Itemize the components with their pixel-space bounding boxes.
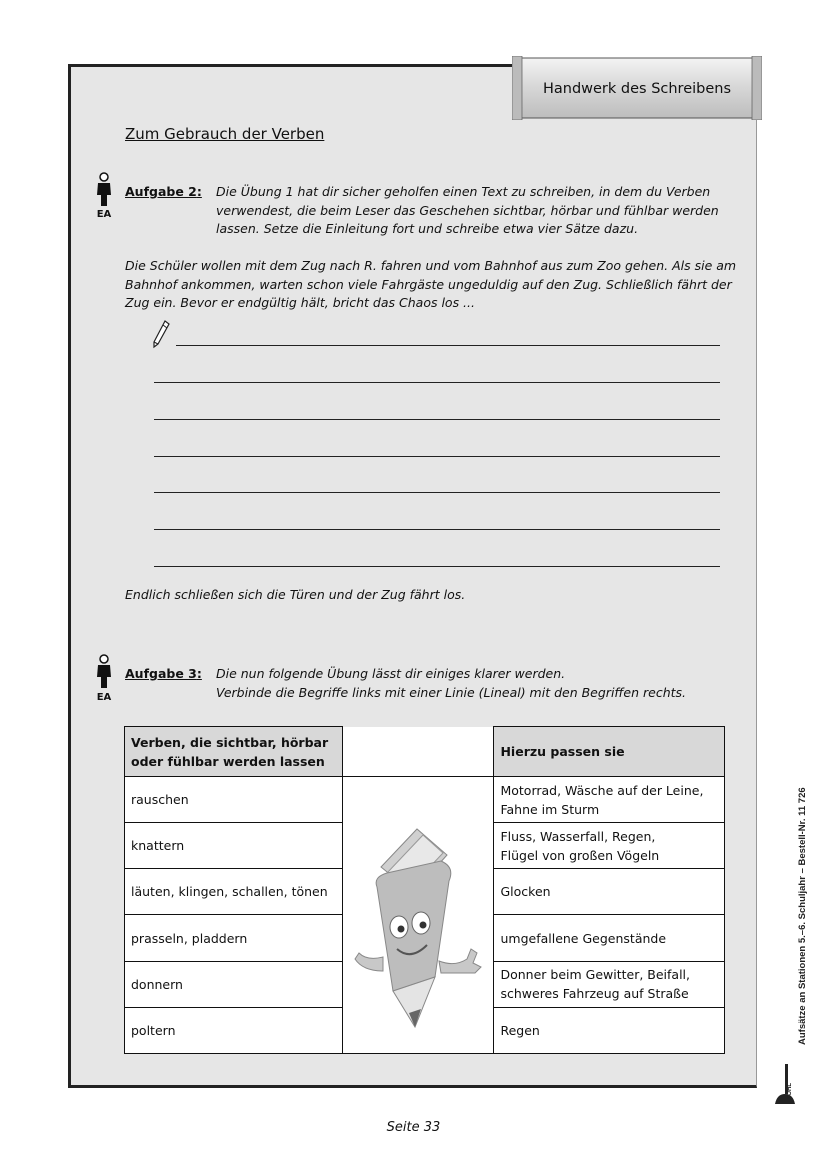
left-cell[interactable]: poltern <box>125 1007 343 1053</box>
story-ending: Endlich schließen sich die Türen und der Zug fährt los. <box>125 587 466 602</box>
writing-line[interactable] <box>154 382 720 383</box>
matching-table <box>124 726 725 1054</box>
header-banner <box>512 56 762 120</box>
table-row <box>125 777 725 823</box>
writing-line[interactable] <box>154 492 720 493</box>
writing-line[interactable] <box>176 345 720 346</box>
left-cell[interactable]: donnern <box>125 961 343 1007</box>
task3-instructions: Die nun folgende Übung lässt dir einiges klarer werden. Verbinde die Begriffe links mit einer Linie (Lineal) mit den Begriffen rechts. <box>216 666 687 700</box>
table-row <box>125 727 725 777</box>
task3-label: Aufgabe 3: <box>125 666 202 681</box>
publisher-name: KOHL <box>787 1083 793 1100</box>
story-intro: Die Schüler wollen mit dem Zug nach R. fahren und vom Bahnhof aus zum Zoo gehen. Als sie am Bahnhof ankommen, warten schon viele Fahrgäste ungeduldig auf den Zug. Schließlich fährt der Zug ein. Bevor er endgültig hält, bricht das Chaos los ... <box>125 258 737 310</box>
middle-header-cell <box>343 727 494 777</box>
page-number: Seite 33 <box>386 1120 441 1135</box>
left-cell[interactable]: rauschen <box>125 777 343 823</box>
writing-line[interactable] <box>154 529 720 530</box>
task2-label: Aufgabe 2: <box>125 184 202 199</box>
side-order-info <box>795 770 809 1050</box>
section-title: Zum Gebrauch der Verben <box>125 125 325 143</box>
right-cell[interactable]: Fluss, Wasserfall, Regen, Flügel von großen Vögeln <box>494 823 725 869</box>
publisher-logo <box>771 1060 807 1112</box>
writing-line[interactable] <box>154 456 720 457</box>
pencil-mascot-icon <box>343 777 493 1053</box>
side-text: Aufsätze an Stationen 5.–6. Schuljahr – Bestell-Nr. 11 726 <box>797 787 808 1045</box>
writing-line[interactable] <box>154 419 720 420</box>
person-icon <box>93 172 115 212</box>
left-cell[interactable]: prasseln, pladdern <box>125 915 343 961</box>
ea-label: EA <box>96 209 112 220</box>
pencil-icon <box>151 319 171 353</box>
left-header-cell: Verben, die sichtbar, hörbar oder fühlbar werden lassen <box>125 727 343 777</box>
left-cell[interactable]: knattern <box>125 823 343 869</box>
right-cell[interactable]: Glocken <box>494 869 725 915</box>
banner-title: Handwerk des Schreibens <box>542 81 732 97</box>
ea-label: EA <box>96 692 112 703</box>
right-cell[interactable]: Regen <box>494 1007 725 1053</box>
right-cell[interactable]: umgefallene Gegenstände <box>494 915 725 961</box>
left-cell[interactable]: läuten, klingen, schallen, tönen <box>125 869 343 915</box>
person-icon <box>93 654 115 694</box>
right-cell[interactable]: Donner beim Gewitter, Beifall, schweres Fahrzeug auf Straße <box>494 961 725 1007</box>
right-cell[interactable]: Motorrad, Wäsche auf der Leine, Fahne im Sturm <box>494 777 725 823</box>
pencil-mascot-cell <box>343 777 494 1054</box>
right-header-cell: Hierzu passen sie <box>494 727 725 777</box>
writing-line[interactable] <box>154 566 720 567</box>
task2-instructions: Die Übung 1 hat dir sicher geholfen einen Text zu schreiben, in dem du Verben verwendest, die beim Leser das Geschehen sichtbar, hörbar und fühlbar werden lassen. Setze die Einleitung fort und schreibe etwa vier Sätze dazu. <box>216 184 719 236</box>
